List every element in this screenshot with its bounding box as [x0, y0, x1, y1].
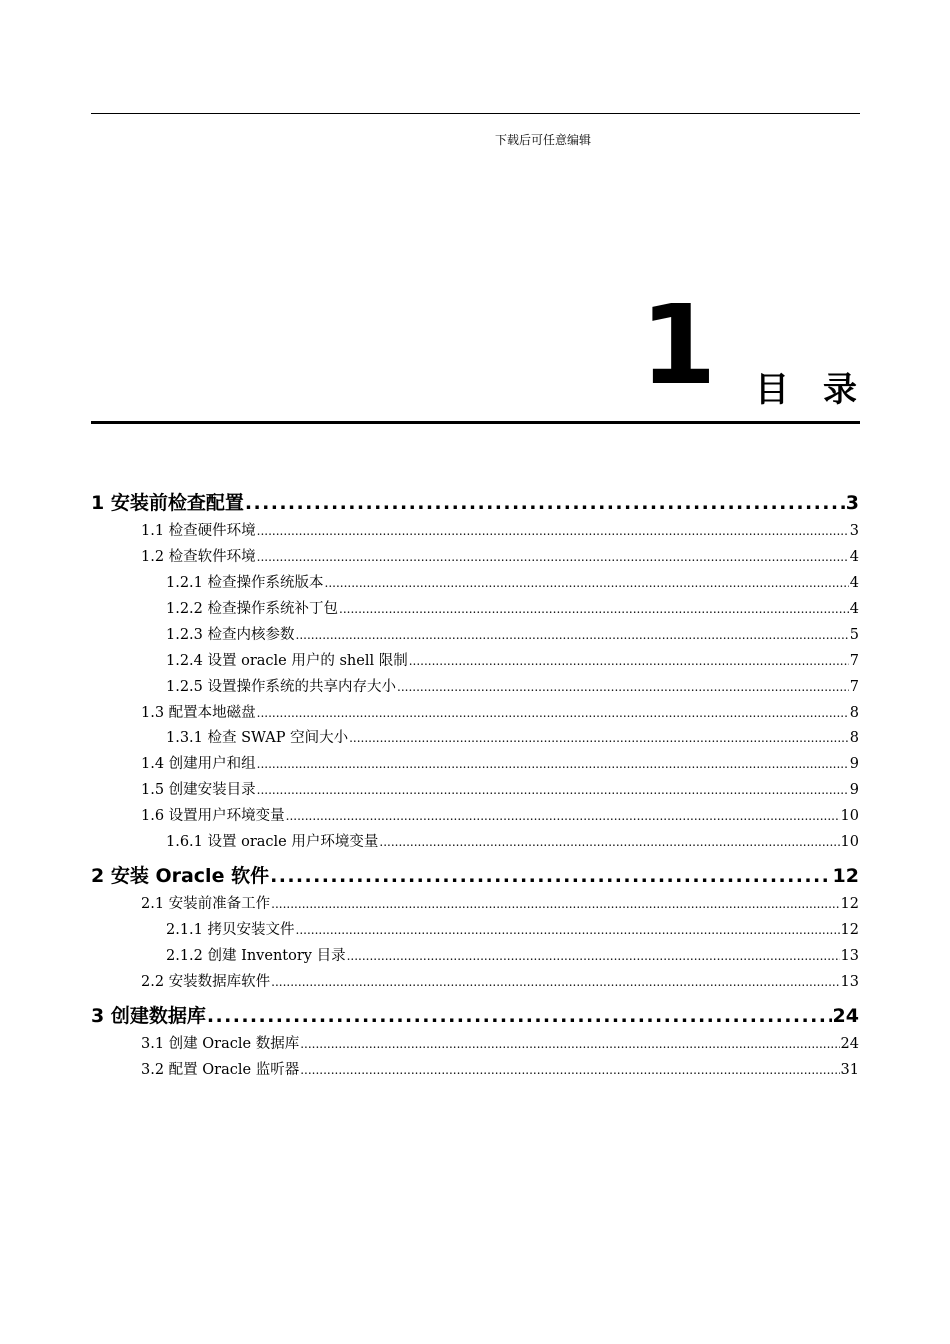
toc-entry[interactable]	[141, 970, 859, 991]
toc-entry-label: 2.1.1 拷贝安装文件	[166, 922, 295, 938]
toc-entry[interactable]	[141, 892, 859, 913]
toc-entry-label: 2 安装 Oracle 软件	[91, 865, 270, 887]
toc-entry-page: 4	[849, 549, 859, 565]
toc-entry-label: 2.2 安装数据库软件	[141, 974, 271, 990]
toc-leader	[257, 550, 849, 564]
toc-leader	[207, 1005, 832, 1027]
toc-entry[interactable]	[166, 571, 859, 592]
toc-entry[interactable]	[141, 519, 859, 540]
toc-entry-page: 10	[840, 808, 859, 824]
toc-entry-page: 3	[849, 523, 859, 539]
toc-entry-label: 1.2.1 检查操作系统版本	[166, 575, 324, 591]
toc-entry-page: 24	[840, 1036, 859, 1052]
chapter-number: 1	[640, 281, 717, 409]
toc-entry-page: 4	[849, 601, 859, 617]
toc-leader	[257, 706, 849, 720]
header-rule	[91, 113, 860, 114]
toc-leader	[409, 654, 849, 668]
toc-leader	[379, 835, 839, 849]
toc-entry[interactable]	[91, 488, 859, 515]
toc-entry-page: 31	[840, 1062, 859, 1078]
toc-entry[interactable]	[141, 1058, 859, 1079]
toc-entry[interactable]	[166, 726, 859, 747]
toc-leader	[296, 628, 849, 642]
toc-entry[interactable]	[141, 545, 859, 566]
toc-entry-page: 5	[849, 627, 859, 643]
toc-entry[interactable]	[91, 1001, 859, 1028]
toc-entry-label: 1.6 设置用户环境变量	[141, 808, 285, 824]
toc-entry-label: 1.2.2 检查操作系统补丁包	[166, 601, 339, 617]
toc-leader	[286, 809, 840, 823]
toc-entry[interactable]	[141, 1032, 859, 1053]
toc-entry-label: 1 安装前检查配置	[91, 492, 244, 514]
toc-entry-page: 13	[840, 948, 859, 964]
toc-entry-page: 12	[840, 922, 859, 938]
toc-entry-label: 1.2.5 设置操作系统的共享内存大小	[166, 679, 397, 695]
toc-entry[interactable]	[141, 778, 859, 799]
toc-leader	[257, 524, 849, 538]
toc-entry-page: 24	[832, 1005, 859, 1027]
toc-leader	[257, 783, 849, 797]
toc-entry-page: 7	[849, 653, 859, 669]
toc-leader	[325, 576, 849, 590]
toc-entry[interactable]	[166, 649, 859, 670]
toc-entry-label: 3.1 创建 Oracle 数据库	[141, 1036, 300, 1052]
toc-entry-label: 3.2 配置 Oracle 监听器	[141, 1062, 300, 1078]
toc-leader	[271, 975, 839, 989]
header-note: 下载后可任意编辑	[494, 133, 591, 147]
toc-entry-page: 3	[845, 492, 859, 514]
toc-leader	[349, 731, 849, 745]
chapter-title: 目录	[755, 370, 891, 410]
toc-entry[interactable]	[166, 675, 859, 696]
toc-entry[interactable]	[166, 623, 859, 644]
toc-entry-label: 1.3.1 检查 SWAP 空间大小	[166, 730, 349, 746]
toc-leader	[347, 949, 840, 963]
toc-entry-label: 1.2.3 检查内核参数	[166, 627, 295, 643]
chapter-rule	[91, 421, 860, 424]
toc-entry-label: 2.1 安装前准备工作	[141, 896, 271, 912]
toc-entry-page: 8	[849, 705, 859, 721]
toc-entry[interactable]	[91, 861, 859, 888]
toc-entry-label: 1.2.4 设置 oracle 用户的 shell 限制	[166, 653, 408, 669]
toc-entry-label: 2.1.2 创建 Inventory 目录	[166, 948, 346, 964]
toc-entry-page: 7	[849, 679, 859, 695]
toc-entry-page: 12	[840, 896, 859, 912]
toc-leader	[245, 492, 845, 514]
toc-entry-label: 1.2 检查软件环境	[141, 549, 256, 565]
toc-leader	[397, 680, 849, 694]
toc-entry-page: 9	[849, 782, 859, 798]
toc-entry-label: 1.5 创建安装目录	[141, 782, 256, 798]
toc-entry-page: 13	[840, 974, 859, 990]
toc-entry[interactable]	[141, 804, 859, 825]
toc-leader	[271, 897, 839, 911]
toc-entry-page: 4	[849, 575, 859, 591]
toc-entry[interactable]	[166, 830, 859, 851]
toc-entry-label: 1.6.1 设置 oracle 用户环境变量	[166, 834, 379, 850]
toc-leader	[300, 1037, 839, 1051]
toc-entry[interactable]	[166, 918, 859, 939]
toc-entry-label: 3 创建数据库	[91, 1005, 206, 1027]
toc-leader	[270, 865, 831, 887]
toc-leader	[296, 923, 840, 937]
toc-entry[interactable]	[166, 597, 859, 618]
toc-entry[interactable]	[141, 701, 859, 722]
toc-entry-page: 8	[849, 730, 859, 746]
toc-entry-label: 1.1 检查硬件环境	[141, 523, 256, 539]
toc-entry-page: 9	[849, 756, 859, 772]
toc-entry-label: 1.4 创建用户和组	[141, 756, 256, 772]
toc-entry-label: 1.3 配置本地磁盘	[141, 705, 256, 721]
toc-leader	[339, 602, 849, 616]
toc-leader	[257, 757, 849, 771]
toc-entry-page: 12	[832, 865, 859, 887]
toc-entry-page: 10	[840, 834, 859, 850]
toc-entry[interactable]	[141, 752, 859, 773]
toc-entry[interactable]	[166, 944, 859, 965]
toc-leader	[300, 1063, 839, 1077]
